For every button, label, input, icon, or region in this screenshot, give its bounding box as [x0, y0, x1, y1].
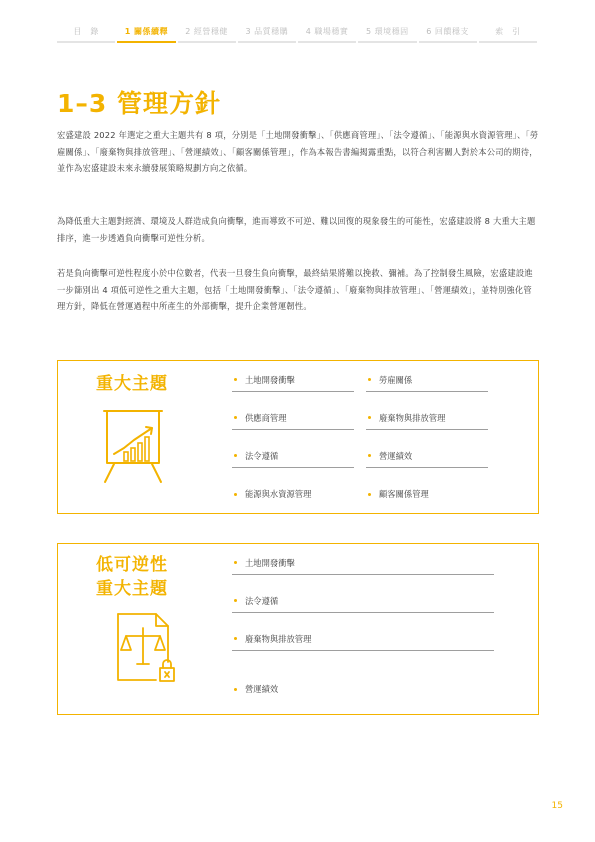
bullet-icon	[234, 493, 237, 496]
title-line-1: 低可逆性	[96, 555, 168, 575]
bullet-icon	[234, 454, 237, 457]
low-reversibility-title	[88, 553, 176, 601]
nav-tab-environment[interactable]: 5 環境穩固	[358, 26, 416, 43]
topic-item	[232, 482, 354, 506]
low-reversibility-item	[232, 627, 494, 651]
topic-label: 廢棄物與排放管理	[379, 412, 446, 423]
low-reversibility-item	[232, 589, 494, 613]
topic-label: 廢棄物與排放管理	[245, 633, 312, 644]
topic-label: 營運績效	[245, 684, 279, 694]
topic-item	[366, 406, 488, 430]
bullet-icon	[368, 416, 371, 419]
reversibility-paragraph: 若是負向衝擊可逆性程度小於中位數者，代表一旦發生負向衝擊，最終結果將難以挽救、彌補。為了控制發生風險，宏盛建設進一步篩別出 4 項低可逆性之重大主題，包括「土地開發衝擊」、「法令遵循」、「廢棄物與排放管理」、「營運績效」，並特別強化管理方針，降低在營運過程中所產生的外部衝擊，提升企業營運韌性。	[57, 268, 533, 311]
topic-item	[366, 482, 488, 506]
topic-label: 顧客關係管理	[379, 489, 429, 499]
top-nav	[57, 26, 539, 43]
page-number: 15	[551, 801, 563, 811]
nav-tab-index[interactable]: 索 引	[479, 26, 537, 43]
topic-label: 法令遵循	[245, 450, 279, 461]
topic-label: 土地開發衝擊	[245, 374, 295, 385]
topic-label: 能源與水資源管理	[245, 489, 312, 499]
bullet-icon	[234, 378, 237, 381]
impact-paragraph: 為降低重大主題對經濟、環境及人群造成負向衝擊，進而導致不可逆、難以回復的現象發生的可能性，宏盛建設將 8 大重大主題排序，進一步透過負向衝擊可逆性分析。	[57, 216, 536, 243]
bullet-icon	[368, 454, 371, 457]
nav-tab-toc[interactable]: 目 錄	[57, 26, 115, 43]
bullet-icon	[368, 493, 371, 496]
bullet-icon	[234, 599, 237, 602]
topic-label: 營運績效	[379, 450, 413, 461]
page-title: 1–3 管理方針	[57, 89, 221, 118]
nav-tab-quality[interactable]: 3 品質穩購	[238, 26, 296, 43]
low-reversibility-box	[57, 543, 539, 715]
low-reversibility-item	[232, 551, 494, 575]
topic-label: 土地開發衝擊	[245, 557, 295, 568]
topic-label: 法令遵循	[245, 595, 279, 606]
bullet-icon	[234, 637, 237, 640]
topic-item	[232, 444, 354, 468]
bullet-icon	[368, 378, 371, 381]
nav-tab-relations[interactable]: 1 關係續釋	[117, 26, 175, 43]
topic-item	[232, 368, 354, 392]
bullet-icon	[234, 561, 237, 564]
bullet-icon	[234, 688, 237, 691]
topic-item	[232, 406, 354, 430]
topic-item	[366, 444, 488, 468]
topic-label: 供應商管理	[245, 412, 287, 423]
nav-tab-operations[interactable]: 2 經營穩健	[178, 26, 236, 43]
bullet-icon	[234, 416, 237, 419]
nav-tab-workplace[interactable]: 4 職場穩實	[298, 26, 356, 43]
material-topics-box	[57, 360, 539, 514]
topic-label: 勞雇關係	[379, 374, 413, 385]
title-line-2: 重大主題	[96, 579, 168, 599]
material-topics-title: 重大主題	[96, 374, 168, 394]
topic-item	[366, 368, 488, 392]
nav-tab-community[interactable]: 6 回饋穩支	[419, 26, 477, 43]
intro-paragraph: 宏盛建設 2022 年選定之重大主題共有 8 項，分別是「土地開發衝擊」、「供應商管理」、「法令遵循」、「能源與水資源管理」、「勞雇關係」、「廢棄物與排放管理」、「營運績效」、「顧客關係管理」，作為本報告書編揭露重點，以符合利害關人對於本公司的期待，並作為宏盛建設未來永續發展策略規劃方向之依循。	[57, 130, 539, 173]
legal-document-scale-icon	[112, 610, 182, 686]
low-reversibility-item	[232, 677, 494, 701]
presentation-chart-icon	[102, 406, 164, 486]
